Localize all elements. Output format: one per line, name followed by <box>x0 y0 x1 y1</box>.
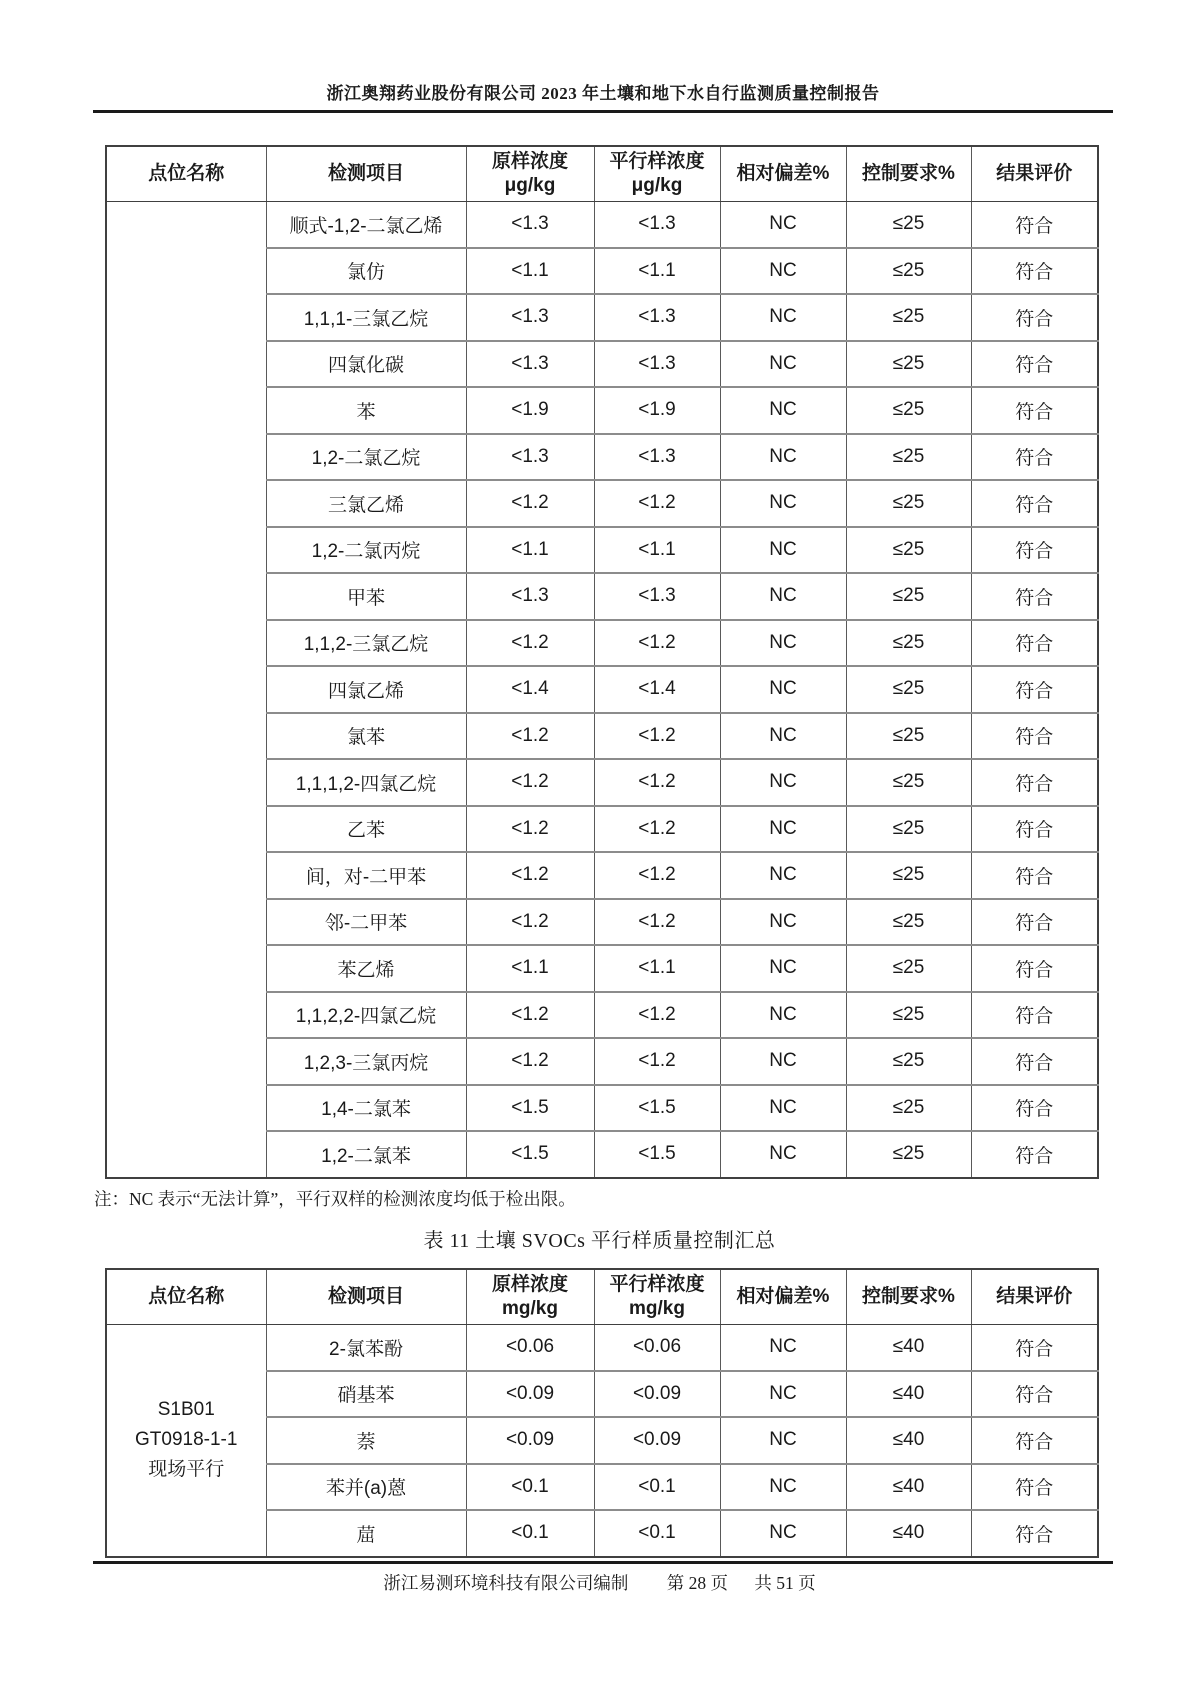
col-label: 原样浓度 <box>491 150 568 172</box>
cell-orig: <1.2 <box>466 620 594 667</box>
cell-orig: <1.3 <box>466 434 594 481</box>
cell-dup: <1.5 <box>594 1131 720 1178</box>
table1-footnote: 注：NC 表示“无法计算”，平行双样的检测浓度均低于检出限。 <box>94 1189 576 1209</box>
table2-title: 表 11 土壤 SVOCs 平行样质量控制汇总 <box>423 1230 776 1252</box>
cell-orig: <1.2 <box>466 899 594 946</box>
cell-dup: <1.2 <box>594 713 720 760</box>
cell-eval: 符合 <box>971 341 1098 388</box>
cell-rpd: NC <box>720 294 846 341</box>
document-header <box>93 84 1113 113</box>
col-relative-deviation: 相对偏差% <box>720 146 846 201</box>
cell-req: ≤40 <box>846 1417 971 1464</box>
col-control-requirement: 控制要求% <box>846 1269 971 1324</box>
cell-rpd: NC <box>720 713 846 760</box>
cell-orig: <0.1 <box>466 1510 594 1557</box>
cell-item: 1,1,2,2-四氯乙烷 <box>266 992 466 1039</box>
cell-rpd: NC <box>720 341 846 388</box>
cell-item: 2-氯苯酚 <box>266 1324 466 1371</box>
cell-eval: 符合 <box>971 899 1098 946</box>
col-relative-deviation: 相对偏差% <box>720 1269 846 1324</box>
col-label: 平行样浓度 <box>609 1273 705 1295</box>
cell-req: ≤25 <box>846 248 971 295</box>
cell-req: ≤25 <box>846 434 971 481</box>
cell-eval: 符合 <box>971 759 1098 806</box>
cell-orig: <1.2 <box>466 806 594 853</box>
col-control-requirement: 控制要求% <box>846 146 971 201</box>
cell-dup: <1.2 <box>594 992 720 1039</box>
col-duplicate-concentration <box>594 1269 720 1324</box>
cell-req: ≤25 <box>846 806 971 853</box>
cell-req: ≤25 <box>846 1038 971 1085</box>
col-duplicate-concentration <box>594 146 720 201</box>
cell-item: 三氯乙烯 <box>266 480 466 527</box>
cell-req: ≤25 <box>846 713 971 760</box>
site-name-cell <box>106 1324 266 1557</box>
document-footer <box>0 1572 1199 1594</box>
cell-orig: <1.3 <box>466 341 594 388</box>
cell-dup: <1.3 <box>594 294 720 341</box>
cell-dup: <0.09 <box>594 1417 720 1464</box>
col-unit: μg/kg <box>504 174 556 196</box>
cell-eval: 符合 <box>971 945 1098 992</box>
cell-item: 氯苯 <box>266 713 466 760</box>
cell-rpd: NC <box>720 992 846 1039</box>
cell-dup: <1.3 <box>594 201 720 248</box>
col-original-concentration <box>466 1269 594 1324</box>
site-name-line: S1B01 <box>157 1399 215 1420</box>
cell-eval: 符合 <box>971 1038 1098 1085</box>
cell-item: 乙苯 <box>266 806 466 853</box>
cell-eval: 符合 <box>971 1417 1098 1464</box>
cell-orig: <0.06 <box>466 1324 594 1371</box>
cell-eval: 符合 <box>971 852 1098 899</box>
cell-item: 氯仿 <box>266 248 466 295</box>
cell-rpd: NC <box>720 759 846 806</box>
cell-req: ≤25 <box>846 759 971 806</box>
header-row <box>106 1269 1098 1324</box>
cell-item: 四氯化碳 <box>266 341 466 388</box>
col-label: 平行样浓度 <box>609 150 705 172</box>
cell-item: 1,1,1,2-四氯乙烷 <box>266 759 466 806</box>
cell-orig: <1.3 <box>466 294 594 341</box>
cell-dup: <1.2 <box>594 1038 720 1085</box>
cell-item: 萘 <box>266 1417 466 1464</box>
site-name-line: 现场平行 <box>148 1459 225 1480</box>
table1-body <box>106 201 1098 1178</box>
cell-eval: 符合 <box>971 248 1098 295</box>
cell-dup: <1.3 <box>594 434 720 481</box>
cell-req: ≤40 <box>846 1464 971 1511</box>
cell-item: 甲苯 <box>266 573 466 620</box>
cell-orig: <1.3 <box>466 201 594 248</box>
cell-item: 1,1,1-三氯乙烷 <box>266 294 466 341</box>
cell-dup: <1.2 <box>594 620 720 667</box>
cell-item: 苯 <box>266 387 466 434</box>
cell-eval: 符合 <box>971 713 1098 760</box>
footer-rule <box>93 1561 1113 1564</box>
cell-eval: 符合 <box>971 992 1098 1039</box>
cell-rpd: NC <box>720 1464 846 1511</box>
table1-header <box>106 146 1098 201</box>
cell-dup: <0.1 <box>594 1510 720 1557</box>
col-result-evaluation: 结果评价 <box>971 146 1098 201</box>
col-test-item: 检测项目 <box>266 146 466 201</box>
cell-rpd: NC <box>720 1085 846 1132</box>
cell-orig: <1.9 <box>466 387 594 434</box>
footer-total-pages: 共 51 页 <box>754 1573 816 1593</box>
cell-orig: <1.2 <box>466 480 594 527</box>
cell-eval: 符合 <box>971 573 1098 620</box>
cell-dup: <1.9 <box>594 387 720 434</box>
cell-eval: 符合 <box>971 1464 1098 1511</box>
cell-rpd: NC <box>720 620 846 667</box>
cell-orig: <1.3 <box>466 573 594 620</box>
cell-rpd: NC <box>720 248 846 295</box>
cell-orig: <1.2 <box>466 1038 594 1085</box>
cell-eval: 符合 <box>971 1131 1098 1178</box>
cell-rpd: NC <box>720 1371 846 1418</box>
cell-eval: 符合 <box>971 434 1098 481</box>
cell-dup: <0.1 <box>594 1464 720 1511</box>
cell-dup: <1.2 <box>594 480 720 527</box>
cell-item: 苯并(a)蒽 <box>266 1464 466 1511</box>
cell-item: 1,2-二氯丙烷 <box>266 527 466 574</box>
cell-dup: <1.2 <box>594 899 720 946</box>
cell-eval: 符合 <box>971 666 1098 713</box>
cell-dup: <1.2 <box>594 852 720 899</box>
cell-item: 顺式-1,2-二氯乙烯 <box>266 201 466 248</box>
footer-publisher: 浙江易测环境科技有限公司编制 <box>383 1573 629 1593</box>
cell-req: ≤40 <box>846 1371 971 1418</box>
col-label: 原样浓度 <box>491 1273 568 1295</box>
cell-req: ≤25 <box>846 341 971 388</box>
site-name-line: GT0918-1-1 <box>135 1429 238 1450</box>
cell-dup: <0.06 <box>594 1324 720 1371</box>
table-row <box>106 201 1098 248</box>
cell-orig: <0.09 <box>466 1371 594 1418</box>
cell-dup: <1.4 <box>594 666 720 713</box>
header-rule <box>93 110 1113 113</box>
cell-dup: <1.1 <box>594 248 720 295</box>
table2-body <box>106 1324 1098 1557</box>
col-site-name: 点位名称 <box>106 146 266 201</box>
cell-dup: <1.1 <box>594 527 720 574</box>
cell-req: ≤25 <box>846 992 971 1039</box>
cell-eval: 符合 <box>971 1085 1098 1132</box>
cell-item: 四氯乙烯 <box>266 666 466 713</box>
cell-req: ≤40 <box>846 1324 971 1371</box>
cell-dup: <0.09 <box>594 1371 720 1418</box>
cell-req: ≤25 <box>846 480 971 527</box>
cell-req: ≤25 <box>846 527 971 574</box>
cell-orig: <1.2 <box>466 992 594 1039</box>
cell-rpd: NC <box>720 1510 846 1557</box>
cell-item: 1,4-二氯苯 <box>266 1085 466 1132</box>
table-row <box>106 1324 1098 1371</box>
cell-eval: 符合 <box>971 1324 1098 1371</box>
cell-rpd: NC <box>720 573 846 620</box>
cell-eval: 符合 <box>971 480 1098 527</box>
cell-orig: <1.2 <box>466 852 594 899</box>
cell-dup: <1.2 <box>594 759 720 806</box>
voc-parallel-sample-table <box>105 145 1099 1179</box>
cell-orig: <1.5 <box>466 1131 594 1178</box>
cell-eval: 符合 <box>971 387 1098 434</box>
cell-dup: <1.3 <box>594 573 720 620</box>
cell-eval: 符合 <box>971 1510 1098 1557</box>
cell-item: 邻-二甲苯 <box>266 899 466 946</box>
cell-rpd: NC <box>720 1417 846 1464</box>
cell-rpd: NC <box>720 434 846 481</box>
col-site-name: 点位名称 <box>106 1269 266 1324</box>
cell-eval: 符合 <box>971 620 1098 667</box>
cell-orig: <0.09 <box>466 1417 594 1464</box>
cell-orig: <1.1 <box>466 248 594 295</box>
cell-rpd: NC <box>720 1038 846 1085</box>
cell-dup: <1.2 <box>594 806 720 853</box>
cell-rpd: NC <box>720 387 846 434</box>
cell-orig: <1.5 <box>466 1085 594 1132</box>
col-test-item: 检测项目 <box>266 1269 466 1324</box>
cell-req: ≤25 <box>846 573 971 620</box>
cell-dup: <1.1 <box>594 945 720 992</box>
col-unit: μg/kg <box>631 174 683 196</box>
cell-eval: 符合 <box>971 201 1098 248</box>
cell-orig: <1.2 <box>466 759 594 806</box>
cell-rpd: NC <box>720 527 846 574</box>
cell-req: ≤25 <box>846 666 971 713</box>
col-unit: mg/kg <box>502 1297 558 1319</box>
cell-dup: <1.3 <box>594 341 720 388</box>
header-row <box>106 146 1098 201</box>
cell-eval: 符合 <box>971 806 1098 853</box>
cell-rpd: NC <box>720 1131 846 1178</box>
footer-page-number: 第 28 页 <box>666 1573 728 1593</box>
cell-rpd: NC <box>720 666 846 713</box>
cell-orig: <0.1 <box>466 1464 594 1511</box>
cell-eval: 符合 <box>971 527 1098 574</box>
col-result-evaluation: 结果评价 <box>971 1269 1098 1324</box>
cell-rpd: NC <box>720 945 846 992</box>
cell-rpd: NC <box>720 899 846 946</box>
cell-req: ≤25 <box>846 1131 971 1178</box>
cell-rpd: NC <box>720 806 846 853</box>
cell-orig: <1.4 <box>466 666 594 713</box>
cell-eval: 符合 <box>971 1371 1098 1418</box>
cell-orig: <1.1 <box>466 527 594 574</box>
cell-req: ≤25 <box>846 1085 971 1132</box>
cell-dup: <1.5 <box>594 1085 720 1132</box>
cell-item: 1,1,2-三氯乙烷 <box>266 620 466 667</box>
cell-req: ≤25 <box>846 387 971 434</box>
cell-eval: 符合 <box>971 294 1098 341</box>
cell-item: 间，对-二甲苯 <box>266 852 466 899</box>
cell-req: ≤25 <box>846 852 971 899</box>
col-unit: mg/kg <box>629 1297 685 1319</box>
cell-req: ≤25 <box>846 945 971 992</box>
col-original-concentration <box>466 146 594 201</box>
cell-rpd: NC <box>720 480 846 527</box>
document-header-title: 浙江奥翔药业股份有限公司 2023 年土壤和地下水自行监测质量控制报告 <box>326 84 880 103</box>
svoc-parallel-sample-table <box>105 1268 1099 1558</box>
cell-item: 苯乙烯 <box>266 945 466 992</box>
cell-rpd: NC <box>720 852 846 899</box>
cell-item: 1,2,3-三氯丙烷 <box>266 1038 466 1085</box>
cell-rpd: NC <box>720 201 846 248</box>
cell-req: ≤25 <box>846 294 971 341</box>
cell-rpd: NC <box>720 1324 846 1371</box>
cell-item: 䓛 <box>266 1510 466 1557</box>
cell-item: 硝基苯 <box>266 1371 466 1418</box>
cell-req: ≤25 <box>846 899 971 946</box>
cell-item: 1,2-二氯苯 <box>266 1131 466 1178</box>
table2-header <box>106 1269 1098 1324</box>
cell-orig: <1.1 <box>466 945 594 992</box>
cell-item: 1,2-二氯乙烷 <box>266 434 466 481</box>
cell-req: ≤25 <box>846 201 971 248</box>
cell-orig: <1.2 <box>466 713 594 760</box>
cell-req: ≤40 <box>846 1510 971 1557</box>
site-name-cell <box>106 201 266 1178</box>
cell-req: ≤25 <box>846 620 971 667</box>
